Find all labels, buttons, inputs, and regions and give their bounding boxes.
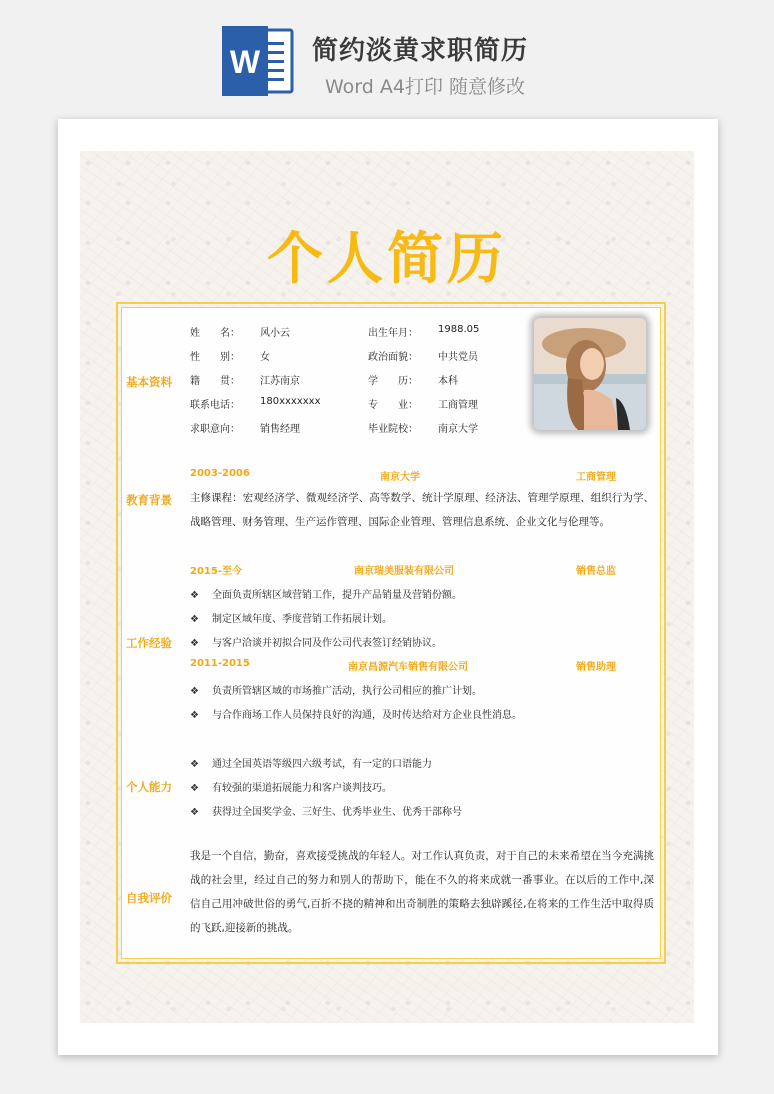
- degree-label: 学 历：: [368, 376, 418, 387]
- edu-courses: 主修课程：宏观经济学、微观经济学、高等数学、统计学原理、经济法、管理学原理、组织行为学、战略管理、财务管理、生产运作管理、国际企业管理、管理信息系统、企业文化与伦理等。: [190, 492, 654, 528]
- self-evaluation: 我是一个自信，勤奋，喜欢接受挑战的年轻人。对工作认真负责，对于自己的未来希望在当今充满挑战的社会里，经过自己的努力和别人的帮助下，能在不久的将来成就一番事业。在以后的工作中,深信自己用冲破世俗的勇气,百折不挠的精神和出奇制胜的策略去独辟蹊径,在将来的工作生活中取得质的飞跃,迎接新的挑战。: [190, 850, 654, 934]
- resume-page: [80, 151, 694, 1023]
- section-label-education: 教育背景: [126, 493, 172, 507]
- section-label-self: 自我评价: [126, 891, 172, 905]
- diamond-bullet-icon: ❖: [190, 614, 199, 625]
- resume-frame-inner: [121, 307, 661, 959]
- word-icon: [222, 26, 294, 96]
- gender-label: 性 别：: [190, 352, 240, 363]
- diamond-bullet-icon: ❖: [190, 638, 199, 649]
- work-1-position: 销售总监: [576, 566, 616, 577]
- diamond-bullet-icon: ❖: [190, 759, 199, 770]
- list-item: ❖ 全面负责所辖区域营销工作，提升产品销量及营销份额。: [190, 590, 462, 601]
- resume-title: 个人简历: [267, 227, 507, 292]
- political-label: 政治面貌：: [368, 352, 418, 363]
- page-title: 简约淡黄求职简历: [312, 36, 529, 66]
- list-item: ❖ 与客户洽谈并初拟合同及作公司代表签订经销协议。: [190, 638, 442, 649]
- intent-label: 求职意向：: [190, 424, 240, 435]
- gender-value: 女: [260, 352, 270, 363]
- major-label: 专 业：: [368, 400, 418, 411]
- political-value: 中共党员: [438, 352, 478, 363]
- diamond-bullet-icon: ❖: [190, 710, 199, 721]
- phone-value: 180xxxxxxx: [260, 396, 321, 407]
- list-item: ❖ 制定区域年度、季度营销工作拓展计划。: [190, 614, 392, 625]
- section-label-work: 工作经验: [126, 636, 172, 650]
- phone-label: 联系电话：: [190, 400, 240, 411]
- list-item: ❖ 有较强的渠道拓展能力和客户谈判技巧。: [190, 783, 392, 794]
- page-subtitle: Word A4打印 随意修改: [325, 76, 526, 98]
- list-item: ❖ 负责所管辖区域的市场推广活动，执行公司相应的推广计划。: [190, 686, 482, 697]
- resume-frame: [116, 302, 666, 964]
- edu-school: 南京大学: [380, 472, 420, 483]
- diamond-bullet-icon: ❖: [190, 686, 199, 697]
- edu-period: 2003-2006: [190, 468, 250, 479]
- school-label: 毕业院校：: [368, 424, 418, 435]
- profile-photo: [534, 318, 646, 430]
- name-label: 姓 名：: [190, 328, 240, 339]
- native-label: 籍 贯：: [190, 376, 240, 387]
- document-paper: [58, 119, 718, 1055]
- diamond-bullet-icon: ❖: [190, 807, 199, 818]
- birth-label: 出生年月：: [368, 328, 418, 339]
- svg-text:W: W: [229, 44, 261, 80]
- name-value: 风小云: [260, 328, 290, 339]
- birth-value: 1988.05: [438, 324, 480, 335]
- diamond-bullet-icon: ❖: [190, 783, 199, 794]
- diamond-bullet-icon: ❖: [190, 590, 199, 601]
- work-2-position: 销售助理: [576, 662, 616, 673]
- school-value: 南京大学: [438, 424, 478, 435]
- work-1-period: 2015-至今: [190, 566, 242, 577]
- work-2-period: 2011-2015: [190, 658, 250, 669]
- work-1-company: 南京瑞美服装有限公司: [354, 566, 454, 577]
- list-item: ❖ 通过全国英语等级四六级考试，有一定的口语能力: [190, 759, 432, 770]
- page-header: [0, 0, 774, 110]
- work-2-company: 南京昌源汽车销售有限公司: [348, 662, 468, 673]
- native-value: 江苏南京: [260, 376, 300, 387]
- list-item: ❖ 获得过全国奖学金、三好生、优秀毕业生、优秀干部称号: [190, 807, 462, 818]
- intent-value: 销售经理: [260, 424, 300, 435]
- section-label-skills: 个人能力: [126, 780, 172, 794]
- edu-major: 工商管理: [576, 472, 616, 483]
- list-item: ❖ 与合作商场工作人员保持良好的沟通，及时传达给对方企业良性消息。: [190, 710, 522, 721]
- major-value: 工商管理: [438, 400, 478, 411]
- section-label-basic: 基本资料: [126, 375, 172, 389]
- degree-value: 本科: [438, 376, 458, 387]
